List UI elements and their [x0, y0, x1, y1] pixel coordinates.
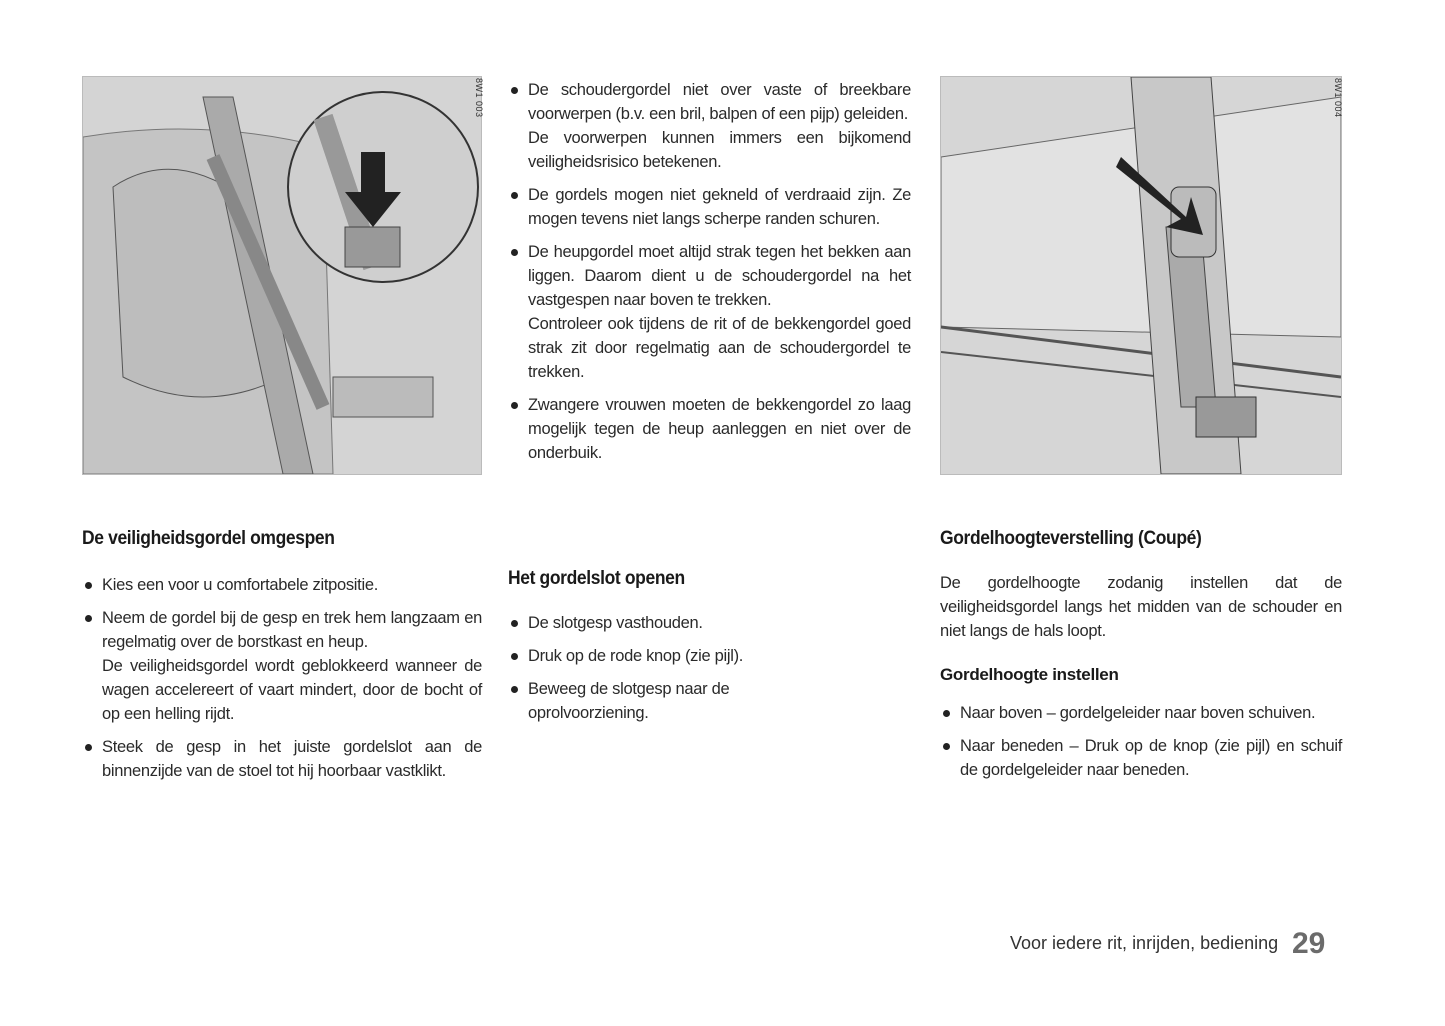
item-text: De gordels mogen niet gekneld of verdraaid zijn. Ze mogen tevens niet langs scherpe randen schuren.	[528, 186, 911, 228]
intro-paragraph: De gordelhoogte zodanig instellen dat de veiligheidsgordel langs het midden van de schouder en niet langs de hals loopt.	[940, 574, 1342, 640]
column-1	[82, 527, 482, 792]
column-2	[508, 78, 911, 474]
item-text: Steek de gesp in het juiste gordelslot aan de binnenzijde van de stoel tot hij hoorbaar vastklikt.	[102, 738, 482, 780]
item-text: De heupgordel moet altijd strak tegen het bekken aan liggen. Daarom dient u de schoudergordel na het vastgespen naar boven te trekken.	[528, 243, 911, 309]
item-text: Kies een voor u comfortabele zitpositie.	[102, 576, 378, 594]
section-heading: Gordelhoogteverstelling (Coupé)	[940, 528, 1202, 549]
list-item	[940, 701, 1342, 725]
figure-code: 8W1 004	[1333, 78, 1343, 118]
column-3	[940, 527, 1342, 791]
item-text: Druk op de rode knop (zie pijl).	[528, 647, 744, 665]
list-item	[82, 606, 482, 726]
column-2-lower	[508, 567, 911, 734]
list-item	[940, 734, 1342, 782]
instruction-list	[82, 573, 482, 783]
item-note: De veiligheidsgordel wordt geblokkeerd wanneer de wagen accelereert of vaart mindert, door de bocht of op een helling rijdt.	[102, 657, 482, 723]
car-seat-drawing	[83, 77, 481, 474]
item-text: Naar boven – gordelgeleider naar boven schuiven.	[960, 704, 1316, 722]
item-note: De voorwerpen kunnen immers een bijkomend veiligheidsrisico betekenen.	[528, 129, 911, 171]
item-text: Naar beneden – Druk op de knop (zie pijl) en schuif de gordelgeleider naar beneden.	[960, 737, 1342, 779]
item-text: Neem de gordel bij de gesp en trek hem langzaam en regelmatig over de borstkast en heup.	[102, 609, 482, 651]
item-text: De slotgesp vasthouden.	[528, 614, 703, 632]
page-number: 29	[1292, 927, 1326, 960]
belt-height-illustration	[940, 76, 1342, 475]
item-text: Beweeg de slotgesp naar de oprolvoorziening.	[528, 680, 730, 722]
list-item	[508, 183, 911, 231]
item-text: Zwangere vrouwen moeten de bekkengordel zo laag mogelijk tegen de heup aanleggen en niet over de onderbuik.	[528, 396, 911, 462]
item-text: De schoudergordel niet over vaste of breekbare voorwerpen (b.v. een bril, balpen of een pijp) geleiden.	[528, 81, 911, 123]
list-item	[508, 393, 911, 465]
list-item	[508, 644, 911, 668]
list-item	[508, 78, 911, 174]
instruction-list	[508, 611, 911, 725]
list-item	[508, 611, 911, 635]
figure-code: 8W1 003	[474, 78, 484, 118]
section-heading: De veiligheidsgordel omgespen	[82, 528, 335, 549]
subheading: Gordelhoogte instellen	[940, 665, 1119, 684]
b-pillar-drawing	[941, 77, 1341, 474]
item-note: Controleer ook tijdens de rit of de bekkengordel goed strak zit door regelmatig aan de schoudergordel te trekken.	[528, 315, 911, 381]
list-item	[82, 735, 482, 783]
section-heading: Het gordelslot openen	[508, 568, 685, 589]
list-item	[508, 677, 788, 725]
footer-chapter: Voor iedere rit, inrijden, bediening	[1010, 933, 1279, 953]
seat-belt-illustration	[82, 76, 482, 475]
list-item	[508, 240, 911, 384]
instruction-list	[508, 78, 911, 465]
instruction-list	[940, 701, 1342, 782]
list-item	[82, 573, 482, 597]
